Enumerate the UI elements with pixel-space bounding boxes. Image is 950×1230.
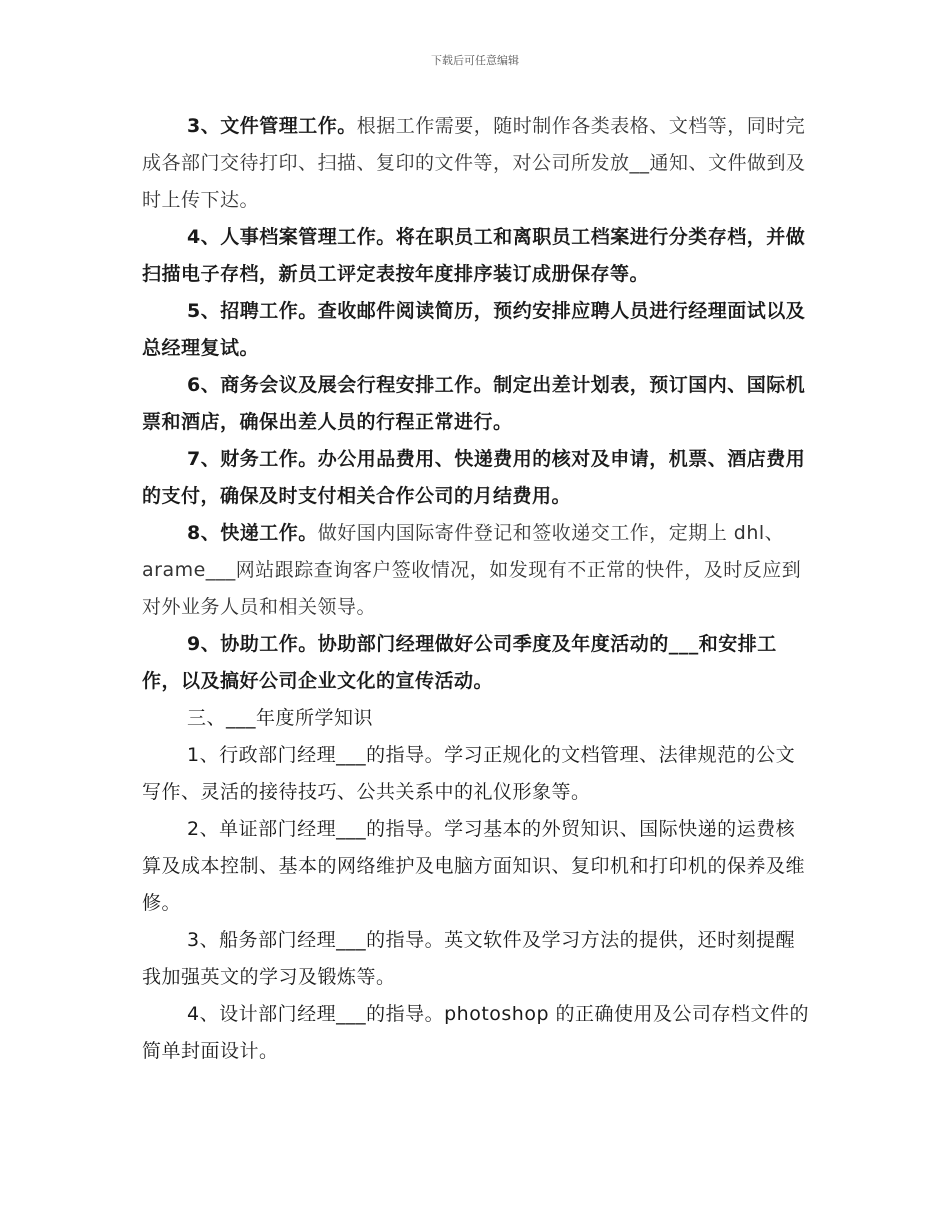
paragraph-text: 查收邮件阅读简历，预约安排应聘人员进行经理面试以及总经理复试。 [142, 300, 806, 359]
paragraph-text: 学习正规化的文档管理、法律规范的公文写作、灵活的接待技巧、公共关系中的礼仪形象等。 [142, 744, 796, 803]
paragraph-text: 将在职员工和离职员工档案进行分类存档，并做扫描电子存档，新员工评定表按年度排序装订成册保存等。 [142, 226, 806, 285]
paragraph-design-manager [142, 996, 810, 1070]
paragraph-text: 英文软件及学习方法的提供，还时刻提醒我加强英文的学习及锻炼等。 [142, 929, 796, 988]
paragraph-heading: 8、快递工作。 [187, 522, 318, 544]
paragraph-heading: 4、人事档案管理工作。 [187, 226, 396, 248]
page-header: 下载后可任意编辑 [431, 54, 519, 67]
paragraph-heading: 1、行政部门经理___的指导。 [187, 744, 445, 766]
paragraph-admin-manager [142, 737, 810, 811]
paragraph-heading: 3、船务部门经理___的指导。 [187, 929, 445, 951]
paragraph-file-management [142, 108, 810, 219]
paragraph-shipping-manager [142, 922, 810, 996]
paragraph-text: 学习基本的外贸知识、国际快递的运费核算及成本控制、基本的网络维护及电脑方面知识、复印机和打印机的保养及维修。 [142, 818, 806, 914]
paragraph-heading: 6、商务会议及展会行程安排工作。 [187, 374, 494, 396]
paragraph-finance [142, 441, 810, 515]
paragraph-text: 做好国内国际寄件登记和签收递交工作，定期上 dhl、arame___网站跟踪查询客户签收情况，如发现有不正常的快件，及时反应到对外业务人员和相关领导。 [142, 522, 802, 618]
paragraph-business-meetings [142, 367, 810, 441]
paragraph-text: 办公用品费用、快递费用的核对及申请，机票、酒店费用的支付，确保及时支付相关合作公司的月结费用。 [142, 448, 806, 507]
paragraph-text: 制定出差计划表，预订国内、国际机票和酒店，确保出差人员的行程正常进行。 [142, 374, 806, 433]
paragraph-personnel-archives [142, 219, 810, 293]
paragraph-heading: 9、协助工作。 [187, 633, 318, 655]
paragraph-heading: 7、财务工作。 [187, 448, 318, 470]
paragraph-express-delivery [142, 515, 810, 626]
paragraph-documents-manager [142, 811, 810, 922]
paragraph-heading: 4、设计部门经理___的指导。 [187, 1003, 445, 1025]
paragraph-text: 协助部门经理做好公司季度及年度活动的___和安排工作，以及搞好公司企业文化的宣传活动。 [142, 633, 777, 692]
paragraph-heading: 3、文件管理工作。 [187, 115, 357, 137]
paragraph-heading: 5、招聘工作。 [187, 300, 318, 322]
paragraph-text: 根据工作需要，随时制作各类表格、文档等，同时完成各部门交待打印、扫描、复印的文件等，对公司所发放__通知、文件做到及时上传下达。 [142, 115, 806, 211]
paragraph-recruitment [142, 293, 810, 367]
paragraph-assistance [142, 626, 810, 700]
document-body [142, 108, 810, 1070]
paragraph-text: photoshop 的正确使用及公司存档文件的简单封面设计。 [142, 1003, 810, 1062]
paragraph-heading: 2、单证部门经理___的指导。 [187, 818, 445, 840]
paragraph-text: 三、___年度所学知识 [187, 707, 374, 729]
section-heading-knowledge [142, 700, 810, 737]
